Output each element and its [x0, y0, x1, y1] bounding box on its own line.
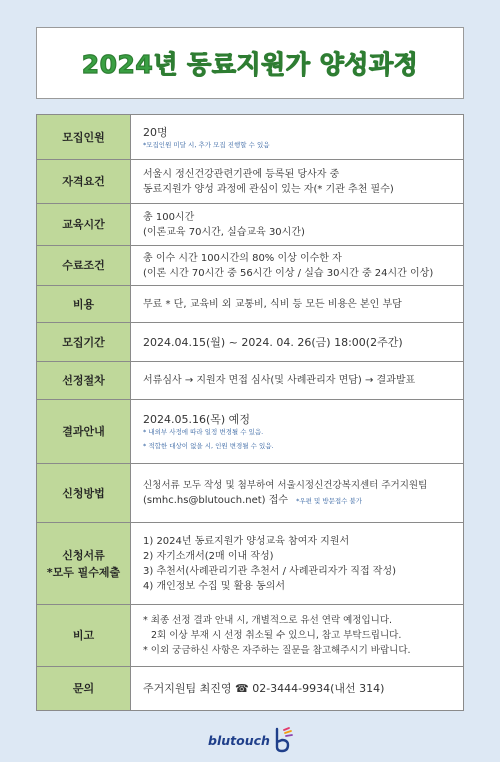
row-training-hours: [37, 204, 463, 246]
apply-method-note: *우편 및 방문접수 불가: [296, 496, 363, 505]
completion-line-1: 총 이수 시간 100시간의 80% 이상 이수한 자: [143, 252, 342, 264]
row-label-group: [37, 523, 131, 604]
row-content: [131, 115, 463, 159]
required-docs-label: 신청서류: [62, 548, 105, 562]
title-box: [36, 27, 464, 99]
remarks-line-3: * 이외 궁금하신 사항은 자주하는 질문을 참고해주시기 바랍니다.: [143, 645, 411, 656]
row-label: 비고: [37, 605, 131, 666]
row-label: 문의: [37, 667, 131, 710]
blutouch-b-logo-icon: [271, 727, 293, 753]
contact-line: 주거지원팀 최진영 ☎ 02-3444-9934(내선 314): [143, 682, 385, 695]
eligibility-line-2: 동료지원가 양성 과정에 관심이 있는 자(* 기관 추천 필수): [143, 183, 394, 195]
row-label: 선정절차: [37, 362, 131, 399]
row-recruit-count: [37, 115, 463, 160]
row-remarks: [37, 605, 463, 667]
doc-item-1: 1) 2024년 동료지원가 양성교육 참여자 지원서: [143, 535, 350, 547]
row-content: [131, 204, 463, 245]
doc-item-4: 4) 개인정보 수집 및 활용 동의서: [143, 580, 286, 592]
remarks-line-2: 2회 이상 부재 시 선정 취소될 수 있으니, 참고 부탁드립니다.: [151, 630, 402, 641]
row-content: [131, 400, 463, 463]
training-hours-line-1: 총 100시간: [143, 211, 195, 223]
row-content: [131, 323, 463, 361]
recruit-count-note: *모집인원 미달 시, 추가 모집 진행할 수 있음: [143, 140, 270, 149]
row-apply-method: [37, 464, 463, 523]
remarks-line-1: * 최종 선정 결과 안내 시, 개별적으로 유선 연락 예정입니다.: [143, 615, 393, 626]
row-recruit-period: [37, 323, 463, 362]
row-label: 비용: [37, 286, 131, 322]
apply-method-line-2-wrap: [143, 493, 455, 509]
selection-process-line: 서류심사 → 지원자 면접 심사(및 사례관리자 면담) → 결과발표: [143, 375, 416, 386]
row-label: 신청방법: [37, 464, 131, 522]
row-content: [131, 605, 463, 666]
result-note-1: * 내외부 사정에 따라 일정 변경될 수 있음.: [143, 428, 264, 436]
apply-method-line-1: 신청서류 모두 작성 및 첨부하여 서울시정신건강복지센터 주거지원팀: [143, 479, 428, 491]
required-docs-sublabel: *모두 필수제출: [46, 565, 121, 579]
row-selection-process: [37, 362, 463, 400]
row-label: 교육시간: [37, 204, 131, 245]
row-label: 자격요건: [37, 160, 131, 203]
row-result-notice: [37, 400, 463, 464]
result-date: 2024.05.16(목) 예정: [143, 413, 250, 426]
row-content: [131, 464, 463, 522]
row-content: [131, 286, 463, 322]
row-cost: [37, 286, 463, 323]
row-content: [131, 362, 463, 399]
row-label: 모집기간: [37, 323, 131, 361]
info-table: [36, 114, 464, 711]
row-eligibility: [37, 160, 463, 204]
doc-item-2: 2) 자기소개서(2매 이내 작성): [143, 550, 274, 562]
doc-item-3: 3) 추천서(사례관리기관 추천서 / 사례관리자가 직접 작성): [143, 565, 397, 577]
row-required-docs: [37, 523, 463, 605]
row-content: [131, 523, 463, 604]
row-label: 결과안내: [37, 400, 131, 463]
training-hours-line-2: (이론교육 70시간, 실습교육 30시간): [143, 226, 305, 238]
row-label: 수료조건: [37, 246, 131, 285]
recruit-period-line: 2024.04.15(월) ~ 2024. 04. 26(금) 18:00(2주간): [143, 335, 403, 349]
row-content: [131, 667, 463, 710]
completion-line-2: (이론 시간 70시간 중 56시간 이상 / 실습 30시간 중 24시간 이상): [143, 267, 434, 279]
row-content: [131, 246, 463, 285]
row-content: [131, 160, 463, 203]
row-completion: [37, 246, 463, 286]
eligibility-line-1: 서울시 정신건강관련기관에 등록된 당사자 중: [143, 168, 340, 180]
blutouch-logo: [208, 727, 308, 753]
apply-email: (smhc.hs@blutouch.net) 접수: [143, 494, 289, 506]
recruit-count-value: 20명: [143, 125, 168, 139]
row-label: 모집인원: [37, 115, 131, 159]
page-title: 2024년 동료지원가 양성과정: [81, 50, 419, 79]
result-note-2: * 적합한 대상이 없을 시, 인원 변경될 수 있음.: [143, 442, 274, 450]
logo-text: blutouch: [208, 732, 270, 748]
row-contact: [37, 667, 463, 710]
cost-line: 무료 * 단, 교육비 외 교통비, 식비 등 모든 비용은 본인 부담: [143, 298, 402, 310]
